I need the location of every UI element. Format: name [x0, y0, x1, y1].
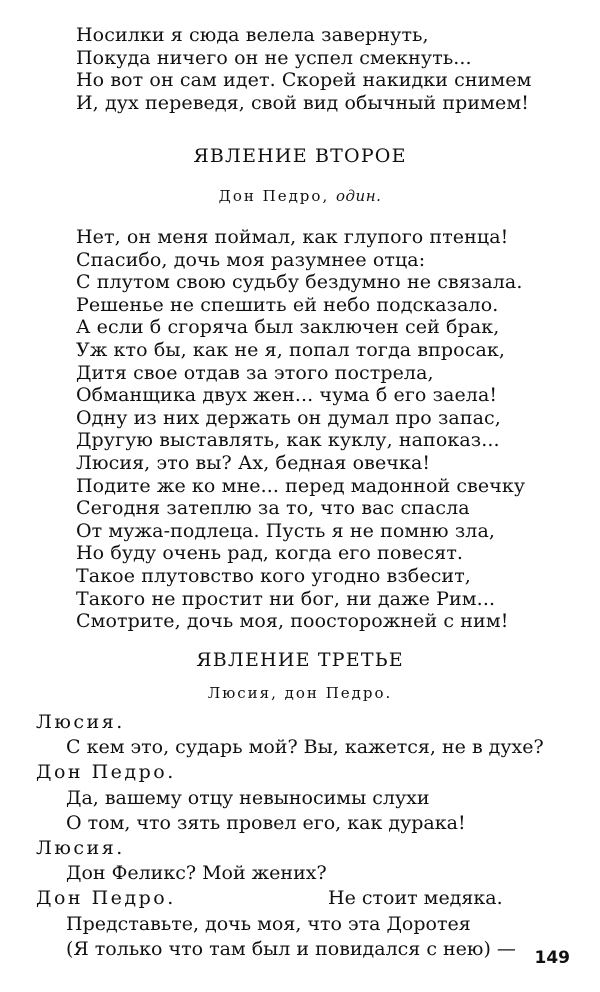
verse-line: Спасибо, дочь моя разумнее отца:: [76, 248, 426, 271]
verse-line: Сегодня затеплю за то, что вас спасла: [76, 497, 470, 520]
verse-line: Такое плутовство кого угодно взбесит,: [76, 564, 471, 587]
speaker-name: Люсия.: [36, 837, 125, 860]
dialogue-line: С кем это, сударь мой? Вы, кажется, не в духе?: [66, 736, 544, 759]
scene-two-characters-note: один.: [336, 187, 382, 205]
dialogue-line: Дон Феликс? Мой жених?: [66, 862, 327, 885]
scene-three-characters: Люсия, дон Педро.: [207, 684, 393, 702]
verse-line: От мужа-подлеца. Пусть я не помню зла,: [76, 519, 496, 542]
scene-three-dialogue: [36, 710, 544, 962]
verse-line: Подите же ко мне... перед мадонной свечку: [76, 474, 526, 497]
opening-verse: [76, 24, 532, 114]
dialogue-line: (Я только что там был и повидался с нею) —: [66, 937, 516, 960]
verse-line: Нет, он меня поймал, как глупого птенца!: [76, 226, 509, 248]
verse-line: Но вот он сам идет. Скорей накидки снимем: [76, 69, 532, 92]
verse-line: И, дух переведя, свой вид обычный примем!: [76, 91, 529, 114]
speaker-name: Дон Педро.: [36, 761, 176, 784]
verse-line: Другую выставлять, как куклу, напоказ...: [76, 429, 500, 452]
dialogue-line: О том, что зять провел его, как дурака!: [66, 811, 466, 834]
dialogue-line: Да, вашему отцу невыносимы слухи: [66, 786, 430, 809]
verse-line: Решенье не спешить ей небо подсказало.: [76, 293, 499, 316]
scene-two-heading: ЯВЛЕНИЕ ВТОРОЕ: [193, 145, 407, 167]
verse-line: Но буду очень рад, когда его повесят.: [76, 542, 464, 565]
scene-two-characters: [0, 187, 600, 205]
verse-line: Уж кто бы, как не я, попал тогда впросак,: [76, 338, 506, 361]
verse-line: Носилки я сюда велела завернуть,: [76, 24, 429, 46]
speaker-name: Дон Педро.: [36, 887, 176, 910]
scene-three-heading: ЯВЛЕНИЕ ТРЕТЬЕ: [196, 649, 404, 671]
dialogue-line: Представьте, дочь моя, что эта Доротея: [66, 912, 471, 935]
speaker-name: Люсия.: [36, 711, 125, 733]
verse-line: Дитя свое отдав за этого пострела,: [76, 361, 434, 384]
scene-two-monologue: [76, 226, 525, 633]
verse-line: Обманщика двух жен... чума б его заела!: [76, 384, 498, 407]
dialogue-row: [36, 886, 544, 911]
verse-line: Люсия, это вы? Ах, бедная овечка!: [76, 451, 431, 474]
verse-line: Смотрите, дочь моя, поосторожней с ним!: [76, 610, 509, 633]
page-number: 149: [534, 948, 570, 968]
verse-line: А если б сгоряча был заключен сей брак,: [76, 316, 500, 339]
verse-line: Одну из них держать он думал про запас,: [76, 406, 501, 429]
verse-line: С плутом свою судьбу бездумно не связала.: [76, 271, 523, 294]
scene-two-characters-main: Дон Педро,: [218, 187, 330, 205]
verse-line: Такого не простит ни бог, ни даже Рим...: [76, 587, 496, 610]
verse-line: Покуда ничего он не успел смекнуть...: [76, 46, 472, 69]
dialogue-line: Не стоит медяка.: [328, 887, 503, 910]
